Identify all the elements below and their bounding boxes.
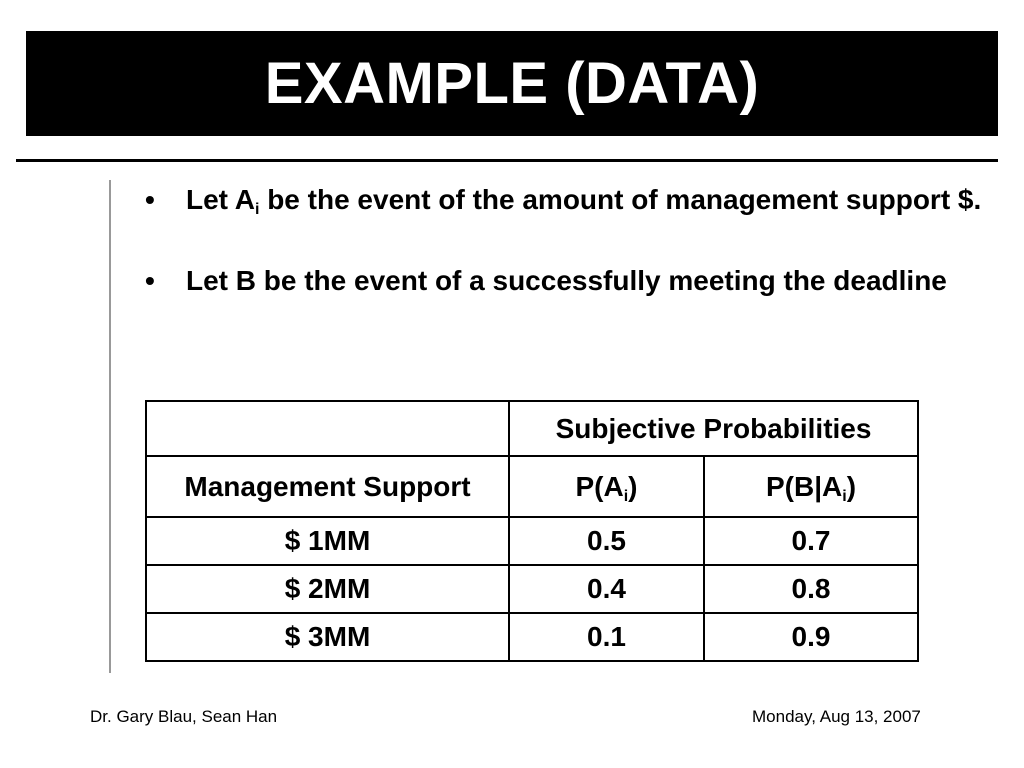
subscript: i (842, 487, 847, 505)
bullet-marker: • (145, 265, 155, 296)
column-header-p-b-given-ai (704, 456, 918, 517)
bullet-item (145, 183, 985, 216)
header-text-part: P(A (575, 470, 624, 502)
bullet-text-part: be the event of the amount of management support $. (259, 184, 982, 215)
bullet-marker: • (145, 184, 155, 215)
table-empty-cell (146, 401, 509, 456)
table-row (146, 517, 918, 565)
vertical-divider (109, 180, 111, 673)
table-cell: 0.7 (704, 517, 918, 565)
bullet-text (186, 183, 985, 216)
bullet-list (145, 183, 985, 345)
subscript: i (623, 487, 629, 505)
bullet-text-part: Let A (186, 184, 255, 215)
horizontal-divider (16, 159, 998, 162)
bullet-item (145, 264, 985, 297)
slide-title: EXAMPLE (DATA) (264, 51, 760, 116)
footer-date: Monday, Aug 13, 2007 (752, 707, 921, 726)
table-cell: $ 1MM (146, 517, 509, 565)
table-row (146, 565, 918, 613)
header-text-part: ) (628, 470, 638, 502)
probability-table (145, 400, 919, 662)
table-cell: 0.4 (509, 565, 704, 613)
title-bar (26, 31, 998, 136)
column-header-p-ai (509, 456, 704, 517)
table-cell: $ 2MM (146, 565, 509, 613)
table-cell: 0.5 (509, 517, 704, 565)
table-cell: 0.8 (704, 565, 918, 613)
table-cell: 0.9 (704, 613, 918, 661)
table-cell: $ 3MM (146, 613, 509, 661)
header-text-part: P(B|A (765, 470, 843, 502)
table-row (146, 613, 918, 661)
group-header-cell: Subjective Probabilities (509, 401, 918, 456)
column-header-management-support: Management Support (146, 456, 509, 517)
subscript: i (254, 201, 260, 218)
table-header-row (146, 401, 918, 456)
table-cell: 0.1 (509, 613, 704, 661)
bullet-text: Let B be the event of a successfully meeting the deadline (186, 265, 947, 296)
table-column-header-row (146, 456, 918, 517)
header-text-part: ) (846, 470, 857, 502)
footer-authors: Dr. Gary Blau, Sean Han (90, 707, 278, 726)
